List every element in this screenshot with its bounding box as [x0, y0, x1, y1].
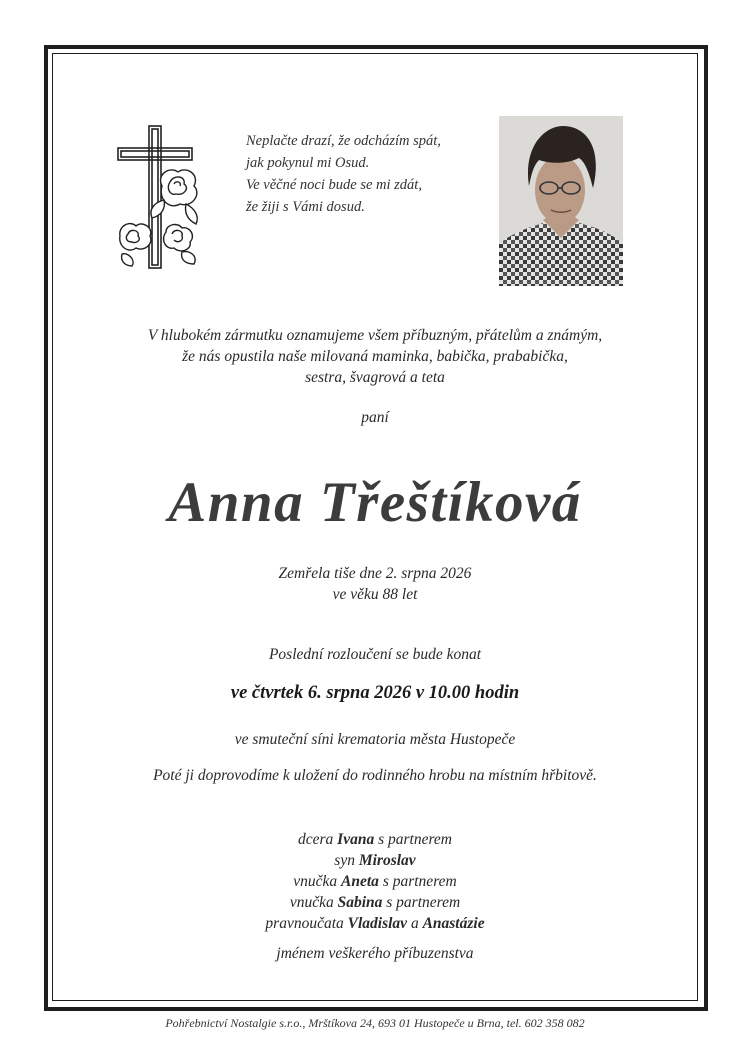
mourner-line: syn Miroslav [334, 852, 416, 869]
honorific: paní [361, 409, 389, 426]
mourner-name: Ivana [337, 831, 375, 848]
announcement-text [0, 325, 750, 388]
announcement-line: sestra, švagrová a teta [305, 369, 445, 386]
announcement-line: že nás opustila naše milovaná maminka, babička, prababička, [182, 348, 568, 365]
mourner-name: Sabina [337, 894, 383, 911]
poem-line: Neplačte drazí, že odcházím spát, [246, 133, 441, 149]
poem-line: že žiji s Vámi dosud. [246, 199, 365, 215]
death-date: Zemřela tiše dne 2. srpna 2026 [278, 565, 472, 582]
ceremony-datetime: ve čtvrtek 6. srpna 2026 v 10.00 hodin [230, 683, 520, 703]
mourner-name: Miroslav [358, 852, 416, 869]
deceased-name: Anna Třeštíková [168, 471, 582, 534]
mourners-list [0, 829, 750, 934]
ceremony-intro: Poslední rozloučení se bude konat [268, 646, 482, 663]
cross-with-roses-icon [116, 124, 208, 272]
mourner-line: vnučka Aneta s partnerem [293, 873, 457, 890]
footer-funeral-home: Pohřebnictví Nostalgie s.r.o., Mrštíkova 24, 693 01 Hustopeče u Brna, tel. 602 358 082 [165, 1016, 585, 1030]
poem [246, 130, 486, 218]
death-age: ve věku 88 let [332, 586, 418, 603]
burial-note: Poté ji doprovodíme k uložení do rodinného hrobu na místním hřbitově. [153, 767, 597, 784]
mourner-name: Anastázie [422, 915, 485, 932]
poem-line: Ve věčné noci bude se mi zdát, [246, 177, 422, 193]
mourner-line: pravnoučata Vladislav a Anastázie [265, 915, 485, 932]
mourner-line: vnučka Sabina s partnerem [289, 894, 461, 911]
ceremony-place: ve smuteční síni krematoria města Hustopeče [234, 731, 516, 748]
announcement-line: V hlubokém zármutku oznamujeme všem příbuzným, přátelům a známým, [147, 327, 603, 344]
portrait-photo [499, 116, 623, 286]
poem-line: jak pokynul mi Osud. [246, 155, 370, 171]
mourner-name: Aneta [341, 873, 379, 890]
family-line: jménem veškerého příbuzenstva [276, 945, 474, 962]
death-info [0, 563, 750, 605]
mourner-name: Vladislav [347, 915, 408, 932]
mourner-line: dcera Ivana s partnerem [298, 831, 452, 848]
